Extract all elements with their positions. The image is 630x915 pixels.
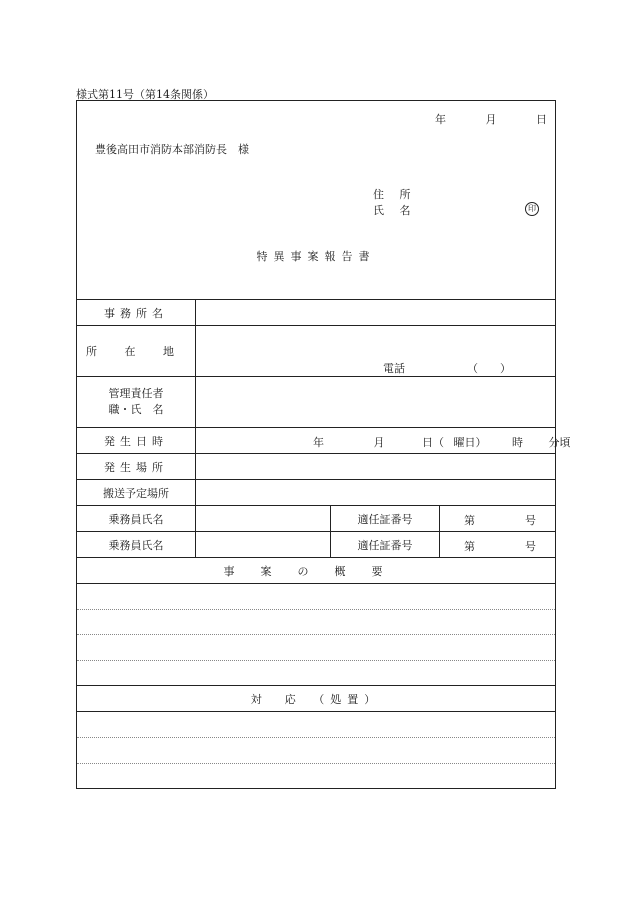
cert-no-prefix: 第 (464, 514, 475, 527)
date-year[interactable]: 年 (435, 113, 446, 126)
dt-day: 日（ (422, 436, 444, 449)
row-location[interactable] (77, 325, 555, 376)
response-line[interactable] (77, 763, 555, 789)
date-month[interactable]: 月 (485, 113, 497, 126)
crew-name-label: 乗務員氏名 (77, 506, 196, 531)
place-label: 発生場所 (77, 454, 196, 479)
response-heading-text: 対 応 （処置） (250, 692, 382, 706)
phone-label: 電話 (383, 362, 405, 375)
manager-label-line2: 職・氏 名 (108, 403, 164, 416)
phone-area-code[interactable]: （ ） (467, 362, 511, 375)
cert-number-label: 適任証番号 (330, 506, 440, 532)
summary-heading-text: 事案の概要 (223, 564, 409, 578)
summary-line[interactable] (77, 583, 555, 609)
summary-heading (77, 557, 555, 583)
row-occurrence-datetime[interactable] (77, 427, 571, 453)
manager-label (77, 377, 196, 427)
destination-label: 搬送予定場所 (77, 480, 196, 505)
crew-name-label: 乗務員氏名 (77, 532, 196, 557)
manager-label-line1: 管理責任者 (108, 387, 164, 400)
seal-icon: 印 (525, 202, 539, 216)
cert-no-suffix: 号 (525, 514, 536, 527)
addressee: 豊後高田市消防本部消防長 様 (95, 143, 249, 156)
location-label: 所 在 地 (77, 326, 196, 376)
date-line (435, 111, 547, 127)
dt-hour: 時 (512, 436, 523, 449)
address-label: 住 所 (373, 188, 417, 201)
form-rows (77, 299, 571, 788)
row-occurrence-place[interactable] (77, 453, 555, 479)
form-number-label: 様式第11号（第14条関係） (76, 88, 214, 101)
response-heading (77, 685, 555, 711)
dt-minute: 分頃 (548, 436, 571, 449)
dt-weekday: 曜日） (453, 436, 487, 449)
report-form (76, 100, 571, 789)
office-label: 事務所名 (77, 300, 196, 325)
datetime-fields (313, 434, 571, 450)
dt-month: 月 (373, 436, 385, 449)
cert-no-suffix: 号 (525, 540, 536, 553)
dt-year: 年 (313, 436, 324, 449)
cert-no-prefix: 第 (464, 540, 475, 553)
response-line[interactable] (77, 711, 555, 737)
response-line[interactable] (77, 737, 555, 763)
datetime-label: 発生日時 (77, 428, 196, 453)
row-destination[interactable] (77, 479, 555, 505)
row-office[interactable] (77, 299, 555, 325)
document-title: 特異事案報告書 (256, 250, 376, 263)
date-day[interactable]: 日 (536, 113, 547, 126)
cert-number-label: 適任証番号 (330, 532, 440, 558)
name-label: 氏 名 (373, 204, 417, 217)
row-crew-1[interactable] (77, 505, 555, 531)
row-manager[interactable] (77, 376, 555, 427)
summary-line[interactable] (77, 634, 555, 660)
form-header (77, 101, 555, 299)
summary-line[interactable] (77, 660, 555, 686)
row-crew-2[interactable] (77, 531, 555, 557)
summary-line[interactable] (77, 609, 555, 635)
